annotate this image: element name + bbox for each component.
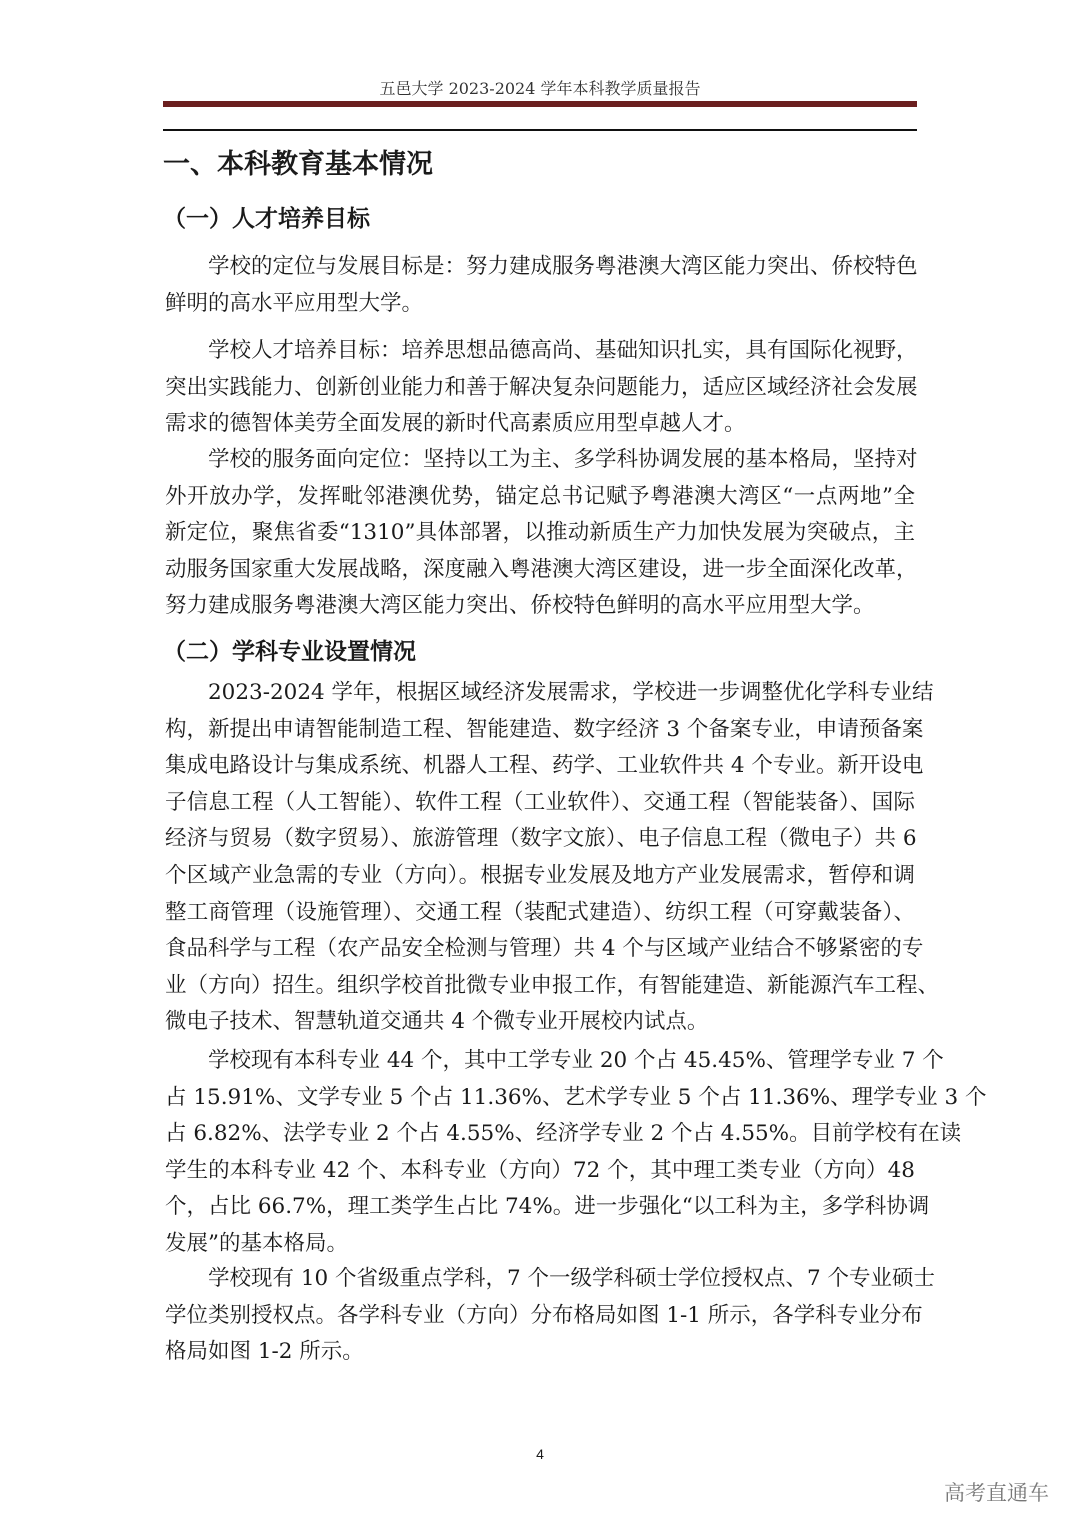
text-line: 学生的本科专业 42 个、本科专业（方向）72 个，其中理工类专业（方向）48 [165,1157,915,1183]
text-line: 发展”的基本格局。 [165,1230,348,1256]
text-line: 个区域产业急需的专业（方向）。根据专业发展及地方产业发展需求，暂停和调 [165,862,915,888]
text-line: 鲜明的高水平应用型大学。 [165,290,424,316]
text-line: 微电子技术、智慧轨道交通共 4 个微专业开展校内试点。 [165,1009,709,1035]
paragraph [165,442,918,625]
paragraph [165,675,940,1041]
paragraph [165,333,918,443]
paragraph [165,1261,936,1371]
text-line: 集成电路设计与集成系统、机器人工程、药学、工业软件共 4 个专业。新开设电 [165,753,924,779]
text-line: 努力建成服务粤港澳大湾区能力突出、侨校特色鲜明的高水平应用型大学。 [165,593,875,619]
header-rule-black [163,129,917,131]
text-line: 动服务国家重大发展战略，深度融入粤港澳大湾区建设，进一步全面深化改革， [165,556,918,582]
text-line: 突出实践能力、创新创业能力和善于解决复杂问题能力，适应区域经济社会发展 [165,374,918,400]
text-line: 构，新提出申请智能制造工程、智能建造、数字经济 3 个备案专业，申请预备案 [165,716,924,742]
header-rule-red [163,101,917,107]
text-line: 整工商管理（设施管理）、交通工程（装配式建造）、纺织工程（可穿戴装备）、 [165,899,915,925]
page-header-title: 五邑大学 2023-2024 学年本科教学质量报告 [379,79,701,98]
text-line: 子信息工程（人工智能）、软件工程（工业软件）、交通工程（智能装备）、国际 [165,789,915,815]
text-line: 格局如图 1-2 所示。 [165,1339,364,1365]
text-line: 学位类别授权点。各学科专业（方向）分布格局如图 1-1 所示，各学科专业分布 [165,1302,923,1328]
text-line: 学校人才培养目标：培养思想品德高尚、基础知识扎实，具有国际化视野， [208,338,918,363]
text-line: 学校的服务面向定位：坚持以工为主、多学科协调发展的基本格局，坚持对 [208,447,918,472]
text-line: 2023-2024 学年，根据区域经济发展需求，学校进一步调整优化学科专业结 [208,680,934,705]
paragraph [165,249,918,322]
subsection-title-disciplines: （二）学科专业设置情况 [163,638,416,665]
text-line: 经济与贸易（数字贸易）、旅游管理（数字文旅）、电子信息工程（微电子）共 6 [165,826,917,852]
text-line: 外开放办学，发挥毗邻港澳优势，锚定总书记赋予粤港澳大湾区“一点两地”全 [165,483,915,509]
text-line: 占 6.82%、法学专业 2 个占 4.55%、经济学专业 2 个占 4.55%。目前学校有在读 [165,1121,962,1147]
text-line: 学校现有本科专业 44 个，其中工学专业 20 个占 45.45%、管理学专业 7 个 [208,1048,944,1073]
page-number: 4 [536,1446,544,1462]
subsection-title-talent-goals: （一）人才培养目标 [163,205,370,232]
text-line: 需求的德智体美劳全面发展的新时代高素质应用型卓越人才。 [165,411,746,437]
text-line: 学校现有 10 个省级重点学科，7 个一级学科硕士学位授权点、7 个专业硕士 [208,1266,936,1291]
text-line: 学校的定位与发展目标是：努力建成服务粤港澳大湾区能力突出、侨校特色 [208,254,918,279]
paragraph [165,1043,987,1263]
text-line: 食品科学与工程（农产品安全检测与管理）共 4 个与区域产业结合不够紧密的专 [165,936,924,962]
section-title: 一、本科教育基本情况 [163,149,433,180]
text-line: 个，占比 66.7%，理工类学生占比 74%。进一步强化“以工科为主，多学科协调 [165,1194,930,1220]
text-line: 占 15.91%、文学专业 5 个占 11.36%、艺术学专业 5 个占 11.36%、理学专业 3 个 [165,1084,987,1110]
text-line: 业（方向）招生。组织学校首批微专业申报工作，有智能建造、新能源汽车工程、 [165,972,940,998]
watermark: 高考直通车 [944,1482,1049,1505]
text-line: 新定位，聚焦省委“1310”具体部署，以推动新质生产力加快发展为突破点，主 [165,520,915,546]
